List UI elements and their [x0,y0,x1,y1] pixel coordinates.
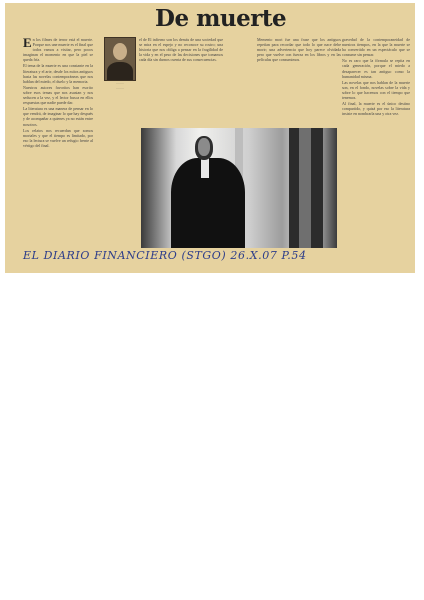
paragraph: Los relatos nos recuerdan que somos mortales y que el tiempo es limitado, por eso la lectura se vuelve un refugio frente al vértigo del final. [23,127,93,148]
paragraph: Memento mori fue una frase que los antiguos repetían para recordar que todo lo que nace debe morir; una advertencia que hoy parece olvidada pero que vuelve con fuerza en los libros y en las películas que consumimos. [257,37,341,63]
paragraph: el de El infierno son los demás de una sociedad que se mira en el espejo y no reconoce su rostro; una historia que nos obliga a pensar en la fragilidad de la vida y en el peso de las decisiones que tomamos cada día sin darnos cuenta de sus consecuencias. [139,37,223,63]
paragraph: Al final, la muerte es el único destino compartido, y quizá por eso la literatura insiste en nombrarla una y otra vez. [342,101,410,117]
paragraph: Las novelas que nos hablan de la muerte son, en el fondo, novelas sobre la vida y sobre lo que hacemos con el tiempo que tenemos. [342,79,410,101]
paragraph: n los filmes de terror está el muerte. Porque nos une muerte es el final que todos vamos a visitar, pero pocos imaginan el momento en que la piel se queda fría. [23,37,93,63]
drop-cap: E [23,37,32,50]
portrait-head [113,43,127,60]
article-photo [141,128,337,248]
article-headline: De muerte [155,5,287,32]
paragraph: No es raro que la fórmula se repita en cada generación, porque el miedo a desaparecer es tan antiguo como la humanidad misma. [342,58,410,79]
portrait-caption: . . . . . . . . [116,80,124,90]
author-portrait [104,37,136,81]
newspaper-clipping [5,3,415,273]
photo-person-collar [201,158,209,178]
photo-door-light [299,128,311,248]
article-column-1 [23,37,93,263]
portrait-shoulders [107,62,133,81]
article-column-3 [257,37,341,123]
paragraph: gravedad de la contemporaneidad de nuestros tiempos, en la que la muerte se ha convertido en un espectáculo que se consume sin pensar. [342,37,410,58]
paragraph: El tema de la muerte es una constante en la literatura y el arte, desde los mitos antiguos hasta las novelas contemporáneas que nos hablan del miedo, el duelo y la memoria. [23,63,93,84]
photo-person-face [198,138,210,156]
article-column-2 [139,37,223,123]
handwritten-source-note: EL DIARIO FINANCIERO (STGO) 26.X.07 P.54 [23,249,307,262]
paragraph: Nuestros autores favoritos han escrito sobre esos temas que nos asustan y nos seducen a la vez, y el lector busca en ellos respuestas que nadie puede dar. [23,84,93,106]
paragraph: La literatura es una manera de pensar en lo que vendrá, de imaginar lo que hay después y de acompañar a quienes ya no están entre nosotros. [23,106,93,127]
article-column-4 [342,37,410,263]
